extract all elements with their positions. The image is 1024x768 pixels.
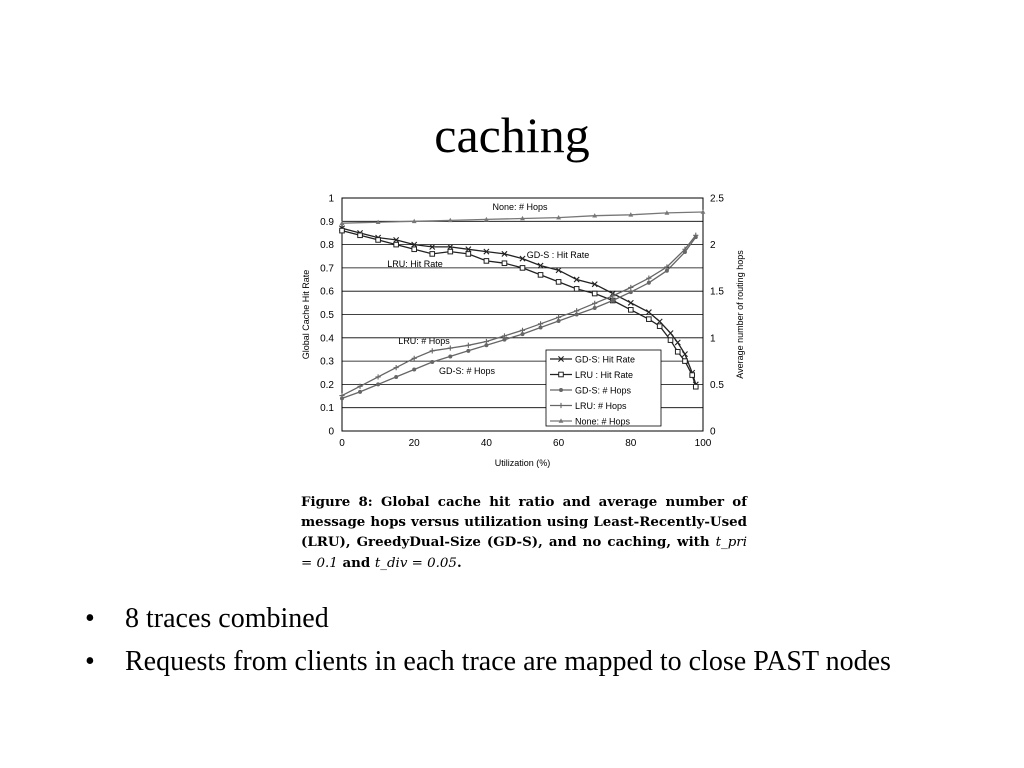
annotation-label: None: # Hops (492, 202, 548, 212)
legend-marker (559, 388, 563, 392)
x-tick-label: 80 (625, 438, 637, 449)
data-point (448, 249, 453, 254)
data-point (484, 259, 489, 264)
legend-label: GD-S: Hit Rate (575, 354, 636, 365)
data-point (466, 252, 471, 257)
data-point (647, 317, 652, 322)
legend-label: GD-S: # Hops (575, 385, 632, 396)
y2-tick-label: 2 (710, 240, 716, 252)
x-tick-label: 0 (339, 438, 345, 449)
data-point (466, 349, 470, 353)
data-point (683, 359, 688, 364)
data-point (592, 291, 597, 296)
y-axis-label: Global Cache Hit Rate (301, 269, 311, 360)
data-point (340, 228, 345, 233)
data-point (394, 375, 398, 379)
data-point (412, 367, 416, 371)
data-point (358, 233, 363, 238)
annotation-label: LRU: # Hops (398, 336, 450, 346)
line-chart (290, 188, 760, 488)
bullet-item (85, 645, 965, 679)
annotation-label: GD-S : Hit Rate (526, 250, 590, 260)
y-tick-label: 0.8 (320, 240, 334, 252)
y2-axis-label: Average number of routing hops (735, 250, 745, 379)
bullet-icon: • (85, 646, 95, 677)
y-tick-label: 0.6 (320, 286, 334, 298)
data-point (376, 238, 381, 243)
y-tick-label: 0.3 (320, 356, 334, 368)
data-point (520, 266, 525, 271)
legend-label: LRU: # Hops (575, 400, 627, 411)
data-point (629, 290, 633, 294)
caption-and: and (337, 555, 375, 571)
y-tick-label: 0.5 (320, 310, 334, 321)
legend-label: LRU : Hit Rate (575, 369, 634, 380)
data-point (690, 373, 695, 378)
data-point (657, 324, 662, 329)
data-point (430, 252, 435, 257)
data-point (538, 273, 543, 278)
y2-tick-label: 0.5 (710, 379, 724, 391)
data-point (593, 306, 597, 310)
slide-title: caching (434, 107, 590, 163)
y-tick-label: 1 (328, 193, 334, 205)
data-point (675, 349, 680, 354)
legend-label: None: # Hops (575, 416, 631, 427)
y-tick-label: 0.7 (320, 263, 334, 275)
bullet-text: Requests from clients in each trace are mapped to close PAST nodes (125, 646, 891, 677)
y-tick-label: 0.2 (320, 379, 334, 391)
y-tick-label: 0.1 (320, 403, 334, 415)
caption-lead: Figure 8: (301, 494, 373, 510)
figure-caption (301, 492, 747, 574)
data-point (647, 281, 651, 285)
bullet-text: 8 traces combined (125, 603, 329, 634)
data-point (412, 247, 417, 252)
data-point (668, 338, 673, 343)
x-tick-label: 60 (553, 438, 565, 449)
chart-figure (290, 188, 760, 488)
data-point (376, 382, 380, 386)
data-point (574, 287, 579, 292)
data-point (556, 280, 561, 285)
y-tick-label: 0.9 (320, 216, 334, 228)
annotation-label: GD-S: # Hops (438, 366, 496, 376)
caption-math-tdiv: t_div = 0.05 (374, 556, 457, 571)
data-point (358, 390, 362, 394)
x-tick-label: 100 (694, 438, 712, 449)
x-tick-label: 20 (408, 438, 420, 449)
bullet-icon: • (85, 603, 95, 634)
data-point (693, 384, 698, 389)
caption-end: . (456, 555, 462, 571)
caption-body: Global cache hit ratio and average number of message hops versus utilization using Least-Recently-Used (LRU), GreedyDual-Size (GD-S), and no caching, with (301, 494, 747, 550)
x-tick-label: 40 (480, 438, 492, 449)
legend-marker (559, 372, 564, 377)
bullet-item (85, 602, 965, 636)
caption-math-tpri: t_pri = 0.1 (301, 535, 747, 571)
y2-tick-label: 0 (710, 426, 716, 438)
y-tick-label: 0 (328, 426, 334, 438)
y2-tick-label: 1.5 (710, 286, 724, 298)
bullet-list (85, 602, 965, 688)
y2-tick-label: 1 (710, 333, 716, 345)
data-point (394, 242, 399, 247)
data-point (448, 354, 452, 358)
y-tick-label: 0.4 (320, 333, 334, 345)
annotation-label: LRU: Hit Rate (387, 259, 443, 269)
y2-tick-label: 2.5 (710, 193, 724, 205)
data-point (502, 261, 507, 266)
data-point (430, 360, 434, 364)
data-point (629, 308, 634, 313)
x-axis-label: Utilization (%) (494, 458, 551, 468)
data-point (611, 299, 615, 303)
